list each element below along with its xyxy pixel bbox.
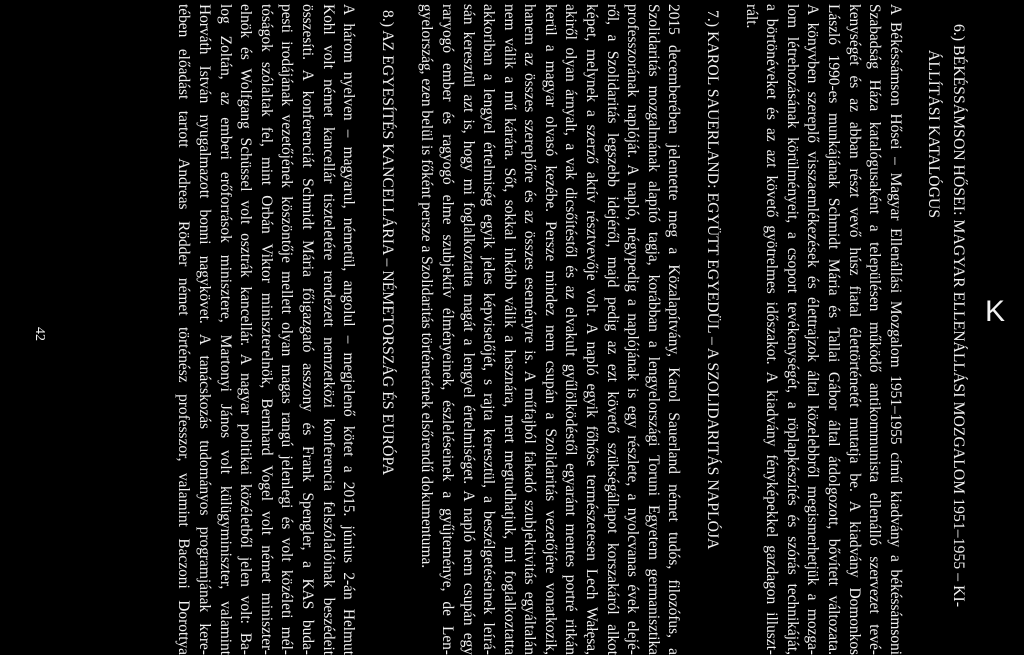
paragraph-line: pesti irodájának vezetőjének köszöntője mellett olyan magas rangú jelenlegi és volt közéleti mél- <box>278 4 296 655</box>
paragraph-line: képet, melynek a szerző aktív résztvevője volt. A napló egyik főhőse természetesen Lech Wałęsa, <box>583 4 601 655</box>
paragraph-line: rált. <box>742 4 760 29</box>
paragraph-line: lom létrehozásának körülményeit, a csoport tevékenységét, a röplapkészítés és szórás technikáját, <box>783 4 801 655</box>
page-number: 42 <box>32 327 47 341</box>
paragraph-line: Szabadság Háza katalógusaként a településen működő antikommunista ellenálló szervezet tevé- <box>866 4 884 655</box>
paragraph-line: elnök és Wolfgang Schüssel volt osztrák kancellár. A nagyar politikai közéletből jelen volt: Ba- <box>237 4 255 655</box>
document-body <box>173 4 968 655</box>
paragraph-line: László 1990-es munkájának Schmidt Mária és Tallai Gábor által átdolgozott, bővített változata. <box>825 4 843 655</box>
section-8-paragraph <box>173 4 358 655</box>
paragraph-line: A Békéssámson Hősei – Magyar Ellenállási Mozgalom 1951–1955 című kiadvány a békéssámsoni <box>886 4 904 655</box>
paragraph-line: kenységét és az abban részt vevő húsz fiatal élettörténetét mutatja be. A kiadvány Domonkos <box>845 4 863 655</box>
paragraph-line: Szolidaritás mozgalmának alapító tagja, korábban a lengyelországi Toruni Egyetem germanisztika <box>644 4 662 655</box>
paragraph-line: kerül a magyar olvasó kezébe. Persze mindez nem csupán a Szolidaritás vezetőjére vonatkozik, <box>541 4 559 655</box>
paragraph-line: hanem az összes szereplőre és az összes eseményre is. A műfajból fakadó szubjektivitás egyáltalán <box>521 4 539 655</box>
paragraph-line: akkoriban a lengyel értelmiség egyik jeles képviselőjét, s rajta keresztül, a beszélgetéseinek leírá- <box>480 4 498 655</box>
paragraph-line: rагyogó ember és ragyogó elme szubjektív élményeinek, észleléseinek a gyűjteménye, de Len- <box>438 4 456 655</box>
paragraph-line: Horváth István nyugalmazott bonni nagykövet. A tanácskozás tudományos programjának kere- <box>196 4 213 655</box>
section-7-paragraph <box>416 4 684 655</box>
paragraph-line: professzorának naplóját. A napló, négypedig a naplójának is egy részlete, a nyolcvanas évek elejé- <box>624 4 642 655</box>
paragraph-line: összesíti. A konferenciát Schmidt Mária főigazgató asszony és Frank Spengler, a KAS buda- <box>298 4 316 655</box>
paragraph-line: ről, a Szolidaritás legszebb idejéről, majd pedig az ezt követő szükségállapot korszakáról alkot <box>603 4 621 655</box>
paragraph-line: a börtönéveket és az azt követő gyötrelmes időszakot. A kiadvány fényképekkel gazdagon illuszt- <box>763 4 781 655</box>
paragraph-line: 2015 decemberében jelentette meg a Közalapítvány, Karol Sauerland német tudós, filozófus, a <box>665 4 683 655</box>
paragraph-line: Kohl volt német kancellár tiszteletére rendezett nemzetközi konferencia felszólalóinak beszédeit <box>319 4 337 655</box>
paragraph-line: A könyvben szereplő visszaemlékezések és élettrajzok által közelebbről megismerhetjük a mozga- <box>804 4 822 655</box>
paragraph-line: log Zoltán, az emberi erőforrások minisztere, Martonyi János volt külügyminiszter, valamint <box>216 4 234 655</box>
paragraph-line: tében előadást tartott Andreas Rödder német történész professzor, valamint Baczoni Dorottya <box>175 4 193 655</box>
corner-mark: K <box>984 295 1006 329</box>
paragraph-line: sán keresztül azt is, hogy mi foglalkoztatta magát a lengyel értelmiséget. A napló nem csupán egy <box>459 4 477 655</box>
section-7-heading: 7.) KAROL SAUERLAND: EGYÜTT EGYEDÜL – A SZOLIDARITÁS NAPLÓJA <box>704 10 722 550</box>
paragraph-line: gyelország, ezen belül is főként persze a Szolidaritás történetének elsőrendű dokumentuma. <box>418 4 436 569</box>
section-6-paragraph <box>740 4 905 655</box>
section-6-heading-line-1: 6.) BÉKÉSSÁMSON HŐSEI: MAGYAR ELLENÁLLÁSI MOZGALOM 1951–1955 – KI- <box>950 24 967 608</box>
section-8-heading: 8.) AZ EGYESÍTÉS KANCELLÁRIA – NÉMETORSZÁG ÉS EURÓPA <box>378 10 396 476</box>
section-6-heading-line-2: ÁLLÍTÁSI KATALÓGUS <box>925 50 943 219</box>
paragraph-line: nem válik a mű kárára. Sőt, sokkal inkább válik a hasznára, mert megtudhatjuk, mi foglalkoztatta <box>500 4 518 655</box>
paragraph-line: akiről olyan árnyalt, a vak dicsőítéstől és az elvakult gyűlölködéstől egyaránt mentes portré ritkán <box>562 4 580 655</box>
paragraph-line: A három nyelven – magyarul, németül, angolul – megjelenő kötet a 2015. június 2-án Helmut <box>340 4 358 655</box>
paragraph-line: tóságok szólaltak fel, mint Orbán Viktor miniszterelnök, Bernhard Vogel volt német miniszter- <box>257 4 275 655</box>
